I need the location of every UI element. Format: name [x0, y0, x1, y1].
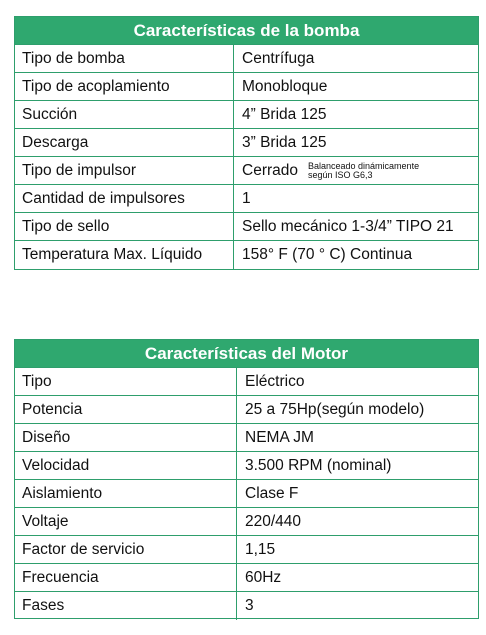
table-row [15, 185, 478, 213]
row-value: 3.500 RPM (nominal) [245, 456, 392, 474]
table-row [15, 213, 478, 241]
motor-table-title: Características del Motor [15, 340, 478, 368]
note-line-1: Balanceado dinámicamente [308, 160, 420, 171]
table-row [15, 480, 478, 508]
row-label: Potencia [15, 396, 237, 423]
row-label: Cantidad de impulsores [15, 185, 234, 212]
row-label: Aislamiento [15, 480, 237, 507]
row-value: 25 a 75Hp(según modelo) [245, 400, 425, 418]
row-label: Tipo de sello [15, 213, 234, 240]
row-label: Fases [15, 592, 237, 620]
row-label: Voltaje [15, 508, 237, 535]
row-label: Diseño [15, 424, 237, 451]
row-value: NEMA JM [245, 428, 314, 446]
row-value: 3 [245, 597, 254, 614]
row-value: 1 [242, 189, 251, 207]
row-value: Clase F [245, 484, 299, 502]
table-row [15, 424, 478, 452]
table-row [15, 101, 478, 129]
row-label: Factor de servicio [15, 536, 237, 563]
table-row [15, 536, 478, 564]
table-row [15, 368, 478, 396]
table-row [15, 241, 478, 269]
row-value: Monobloque [242, 77, 328, 95]
table-row [15, 157, 478, 185]
row-value: 220/440 [245, 512, 302, 530]
impeller-balance-note [308, 162, 419, 180]
pump-table-title: Características de la bomba [15, 17, 478, 45]
row-label: Frecuencia [15, 564, 237, 591]
table-row [15, 452, 478, 480]
row-label: Tipo de acoplamiento [15, 73, 234, 100]
row-value: Cerrado [242, 161, 298, 179]
row-value: Centrífuga [242, 49, 315, 67]
row-label: Tipo de impulsor [15, 157, 234, 184]
table-row [15, 564, 478, 592]
row-value: Eléctrico [245, 372, 305, 390]
table-row [15, 396, 478, 424]
row-value-with-note [234, 157, 478, 184]
row-value: 158° F (70 ° C) Continua [242, 246, 413, 263]
table-row [15, 45, 478, 73]
table-row [15, 73, 478, 101]
row-label: Tipo [15, 368, 237, 395]
motor-characteristics-table [14, 339, 479, 619]
pump-characteristics-table [14, 16, 479, 270]
row-value: 60Hz [245, 568, 282, 586]
table-row [15, 508, 478, 536]
row-label: Tipo de bomba [15, 45, 234, 72]
row-value: 3” Brida 125 [242, 133, 327, 151]
row-value: Sello mecánico 1-3/4” TIPO 21 [242, 217, 454, 235]
row-value: 1,15 [245, 540, 276, 558]
note-line-2: según ISO G6,3 [308, 169, 373, 180]
row-label: Temperatura Max. Líquido [15, 241, 234, 269]
row-label: Succión [15, 101, 234, 128]
table-row [15, 592, 478, 620]
row-value: 4” Brida 125 [242, 105, 327, 123]
row-label: Descarga [15, 129, 234, 156]
table-row [15, 129, 478, 157]
row-label: Velocidad [15, 452, 237, 479]
